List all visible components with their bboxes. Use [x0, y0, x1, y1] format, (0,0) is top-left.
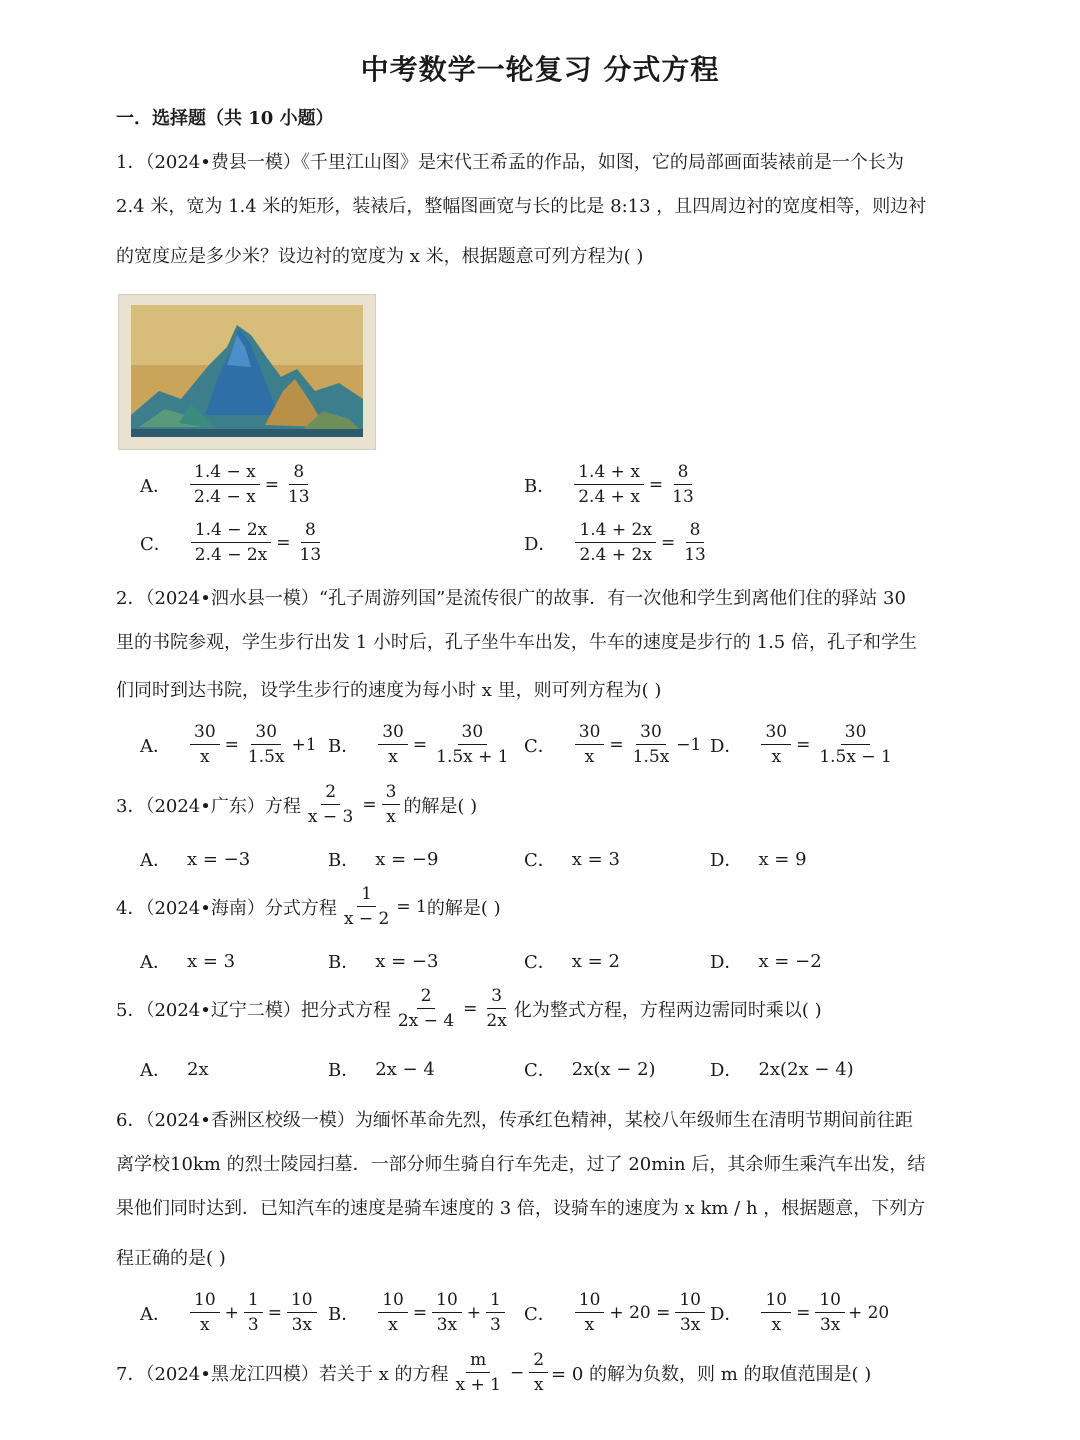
frac-denominator: x: [388, 1315, 398, 1335]
q6-option-d[interactable]: D． $\frac{10}{x}$ = $\frac{10}{3x}$ + 20: [710, 1290, 890, 1335]
frac-denominator: 13: [287, 487, 310, 507]
frac-denominator: 3: [247, 1315, 259, 1335]
frac-numerator: 30: [636, 722, 666, 745]
frac-denominator: x: [200, 747, 210, 767]
q7-suffix: = 0 的解为负数，则 m 的取值范围是( ): [551, 1363, 872, 1385]
q5-suffix: 化为整式方程，方程两边需同时乘以( ): [513, 999, 822, 1021]
frac-denominator: x: [386, 807, 396, 827]
q6-line1: 6．（2024•香洲区校级一模）为缅怀革命先烈，传承红色精神，某校八年级师生在清明节期间前往距: [116, 1110, 913, 1131]
q2-line3: 们同时到达书院，设学生步行的速度为每小时 x 里，则可列方程为( ): [116, 680, 662, 701]
option-label: B．: [328, 1060, 360, 1081]
q1-line2: 2.4 米，宽为 1.4 米的矩形，装裱后，整幅图画宽与长的比是 8:13 ，且四周边衬的宽度相等，则边衬: [116, 196, 927, 217]
q2-option-a[interactable]: A． $\frac{30}{x}$ = $\frac{30}{1.5x}$ +1: [140, 722, 317, 767]
option-label: A．: [140, 735, 171, 757]
frac-numerator: 10: [761, 1290, 791, 1313]
frac-numerator: 10: [378, 1290, 408, 1313]
landscape-painting-image: [119, 295, 375, 449]
frac-denominator: x: [771, 747, 782, 767]
q1-option-c[interactable]: C． $\frac{1.4 - 2x}{2.4 - 2x}$ = $\frac{8}{13}$: [140, 520, 328, 565]
q6-line4: 程正确的是( ): [116, 1248, 226, 1269]
option-label: A．: [140, 952, 171, 973]
frac-numerator: 1.4 + x: [574, 462, 644, 485]
option-text: x = −9: [375, 848, 439, 870]
frac-denominator: x: [533, 1375, 544, 1395]
option-label: B．: [328, 1303, 360, 1325]
frac-numerator: 30: [190, 722, 220, 745]
option-label: C．: [524, 850, 556, 871]
option-label: D．: [524, 533, 557, 555]
q3-stem: 3．（2024•广东）方程 $\frac{2}{x - 3}$ = $\frac{3}{x}$ 的解是( ): [116, 782, 478, 827]
option-label: C．: [524, 735, 556, 757]
frac-denominator: 13: [299, 545, 322, 565]
option-label: D．: [710, 952, 743, 973]
q2-line2: 里的书院参观，学生步行出发 1 小时后，孔子坐牛车出发，牛车的速度是步行的 1.5 倍，孔子和学生: [116, 632, 917, 653]
frac-numerator: 8: [301, 520, 320, 543]
frac-denominator: x: [584, 1315, 595, 1335]
option-text: x = 2: [571, 950, 620, 972]
option-label: C．: [140, 533, 172, 555]
option-text: x = 9: [758, 848, 807, 870]
q1-line1: 1．（2024•费县一模）《千里江山图》是宋代王希孟的作品，如图，它的局部画面装裱前是一个长为: [116, 152, 904, 173]
frac-numerator: 8: [674, 462, 693, 485]
q6-option-c[interactable]: [524, 1290, 708, 1335]
q7-prefix: 7．（2024•黑龙江四模）若关于 x 的方程: [116, 1363, 449, 1385]
option-label: C．: [524, 1303, 556, 1325]
option-label: B．: [524, 475, 556, 497]
frac-numerator: 1.4 + 2x: [575, 520, 656, 543]
q3-option-b[interactable]: [328, 846, 438, 872]
frac-numerator: 3: [382, 782, 401, 805]
frac-denominator: 3x: [679, 1315, 701, 1335]
q1-option-a[interactable]: A． $\frac{1.4 - x}{2.4 - x}$ = $\frac{8}{13}$: [140, 462, 317, 507]
frac-numerator: m: [466, 1350, 490, 1373]
q5-prefix: 5．（2024•辽宁二模）把分式方程: [116, 999, 391, 1021]
page-title: 中考数学一轮复习 分式方程: [360, 53, 720, 86]
frac-numerator: 30: [251, 722, 281, 745]
q6-line2: 离学校10km 的烈士陵园扫墓．一部分师生骑自行车先走，过了 20min 后，其余师生乘汽车出发，结: [116, 1154, 926, 1175]
option-label: A．: [140, 1303, 171, 1325]
q5-option-b[interactable]: [328, 1056, 435, 1082]
frac-numerator: 1: [357, 884, 376, 907]
q6-option-a[interactable]: A． $\frac{10}{x}$ + $\frac{1}{3}$ = $\frac{10}{3x}$: [140, 1290, 320, 1335]
expression-tail: −1: [676, 734, 702, 755]
option-text: 2x − 4: [375, 1058, 435, 1080]
frac-denominator: 2.4 − 2x: [194, 545, 268, 565]
frac-numerator: 30: [761, 722, 791, 745]
option-label: A．: [140, 475, 171, 497]
q6-option-b[interactable]: B． $\frac{10}{x}$ = $\frac{10}{3x}$ + $\frac{1}{3}$: [328, 1290, 508, 1335]
frac-numerator: 1.4 − 2x: [191, 520, 272, 543]
frac-denominator: x − 2: [343, 909, 390, 929]
option-label: D．: [710, 735, 743, 757]
frac-denominator: x: [771, 1315, 782, 1335]
q2-option-c[interactable]: C． $\frac{30}{x}$ = $\frac{30}{1.5x}$ −1: [524, 722, 702, 767]
frac-numerator: 10: [287, 1290, 317, 1313]
expression-mid: + 20 =: [609, 1302, 671, 1323]
frac-denominator: x − 3: [307, 807, 354, 827]
expression-tail: + 20: [847, 1302, 890, 1323]
option-label: C．: [524, 952, 556, 973]
frac-denominator: 3x: [291, 1315, 312, 1335]
option-label: D．: [710, 850, 743, 871]
frac-numerator: 2: [321, 782, 340, 805]
frac-numerator: 8: [289, 462, 308, 485]
frac-denominator: x + 1: [455, 1375, 501, 1395]
option-text: 2x: [187, 1058, 209, 1080]
frac-denominator: 3: [490, 1315, 501, 1335]
frac-numerator: 30: [458, 722, 488, 745]
option-label: B．: [328, 850, 360, 871]
frac-denominator: 1.5x: [247, 747, 285, 767]
frac-numerator: 10: [675, 1290, 705, 1313]
q1-line3: 的宽度应是多少米？设边衬的宽度为 x 米，根据题意可列方程为( ): [116, 246, 644, 267]
frac-numerator: 30: [575, 722, 605, 745]
q4-stem: [116, 884, 501, 929]
frac-numerator: 1.4 − x: [190, 462, 260, 485]
q5-option-a[interactable]: [140, 1056, 209, 1082]
frac-denominator: 3x: [819, 1315, 841, 1335]
frac-denominator: x: [584, 747, 595, 767]
frac-numerator: 10: [432, 1290, 462, 1313]
option-text: x = 3: [187, 950, 236, 972]
frac-numerator: 1: [486, 1290, 505, 1313]
q5-option-c[interactable]: [524, 1056, 656, 1082]
q5-option-d[interactable]: [710, 1056, 854, 1082]
option-label: C．: [524, 1060, 556, 1081]
frac-denominator: 1.5x + 1: [436, 747, 509, 767]
q4-rhs: = 1: [396, 896, 427, 917]
q3-option-c[interactable]: [524, 846, 620, 872]
frac-numerator: 10: [815, 1290, 845, 1313]
option-label: B．: [328, 952, 360, 973]
option-text: x = −3: [187, 848, 251, 870]
frac-numerator: 30: [378, 722, 408, 745]
option-label: A．: [140, 850, 171, 871]
frac-denominator: 13: [672, 487, 694, 507]
q3-suffix: 的解是( ): [403, 795, 478, 817]
frac-denominator: 1.5x − 1: [819, 747, 892, 767]
q1-option-b[interactable]: B． $\frac{1.4 + x}{2.4 + x}$ = $\frac{8}{13}$: [524, 462, 701, 507]
frac-numerator: 10: [190, 1290, 220, 1313]
option-text: 2x(x − 2): [571, 1058, 656, 1080]
frac-numerator: 10: [575, 1290, 605, 1313]
frac-numerator: 1: [244, 1290, 263, 1313]
q4-prefix: 4．（2024•海南）分式方程: [116, 897, 337, 919]
frac-denominator: 2.4 − x: [194, 487, 256, 507]
frac-denominator: 2x: [486, 1011, 507, 1031]
option-label: D．: [710, 1303, 743, 1325]
q6-line3: 果他们同时达到．已知汽车的速度是骑车速度的 3 倍，设骑车的速度为 x km / h ，根据题意，下列方: [116, 1198, 926, 1219]
option-text: x = −3: [375, 950, 439, 972]
section-heading: 一．选择题（共 10 小题）: [116, 108, 334, 129]
frac-denominator: 2.4 + x: [578, 487, 640, 507]
q2-line1: 2．（2024•泗水县一模）“孔子周游列国”是流传很广的故事．有一次他和学生到离他们住的驿站 30: [116, 588, 906, 609]
q4-option-c[interactable]: [524, 948, 620, 974]
frac-denominator: 3x: [436, 1315, 458, 1335]
q1-option-d[interactable]: D． $\frac{1.4 + 2x}{2.4 + 2x}$ = $\frac{8}{13}$: [524, 520, 713, 565]
option-text: 2x(2x − 4): [758, 1058, 854, 1080]
option-label: B．: [328, 735, 360, 757]
frac-denominator: 2x − 4: [397, 1011, 455, 1031]
q4-option-d[interactable]: [710, 948, 822, 974]
expression-tail: +1: [291, 734, 317, 755]
q3-prefix: 3．（2024•广东）方程: [116, 795, 301, 817]
q4-suffix: 的解是( ): [426, 897, 501, 919]
q2-option-d[interactable]: D． $\frac{30}{x}$ = $\frac{30}{1.5x - 1}$: [710, 722, 899, 767]
frac-numerator: 2: [529, 1350, 548, 1373]
q4-option-b[interactable]: [328, 948, 438, 974]
frac-numerator: 30: [841, 722, 871, 745]
frac-numerator: 8: [686, 520, 705, 543]
option-label: A．: [140, 1060, 171, 1081]
frac-denominator: x: [388, 747, 398, 767]
qianli-jiangshan-painting: [118, 294, 376, 450]
option-text: x = 3: [571, 848, 620, 870]
option-label: D．: [710, 1060, 743, 1081]
q3-option-a[interactable]: [140, 846, 250, 872]
q3-option-d[interactable]: [710, 846, 807, 872]
frac-numerator: 3: [487, 986, 506, 1009]
frac-denominator: 2.4 + 2x: [579, 545, 652, 565]
q2-option-b[interactable]: B． $\frac{30}{x}$ = $\frac{30}{1.5x + 1}$: [328, 722, 516, 767]
frac-denominator: x: [200, 1315, 210, 1335]
q5-stem: 5．（2024•辽宁二模）把分式方程 $\frac{2}{2x - 4}$ = $\frac{3}{2x}$ 化为整式方程，方程两边需同时乘以( ): [116, 986, 822, 1031]
q7-stem: 7．（2024•黑龙江四模）若关于 x 的方程 $\frac{m}{x + 1}$ − $\frac{2}{x}$ = 0 的解为负数，则 m 的取值范围是( ): [116, 1350, 872, 1395]
frac-denominator: 13: [684, 545, 706, 565]
q4-option-a[interactable]: [140, 948, 235, 974]
frac-numerator: 2: [417, 986, 436, 1009]
option-text: x = −2: [758, 950, 822, 972]
frac-denominator: 1.5x: [632, 747, 670, 767]
